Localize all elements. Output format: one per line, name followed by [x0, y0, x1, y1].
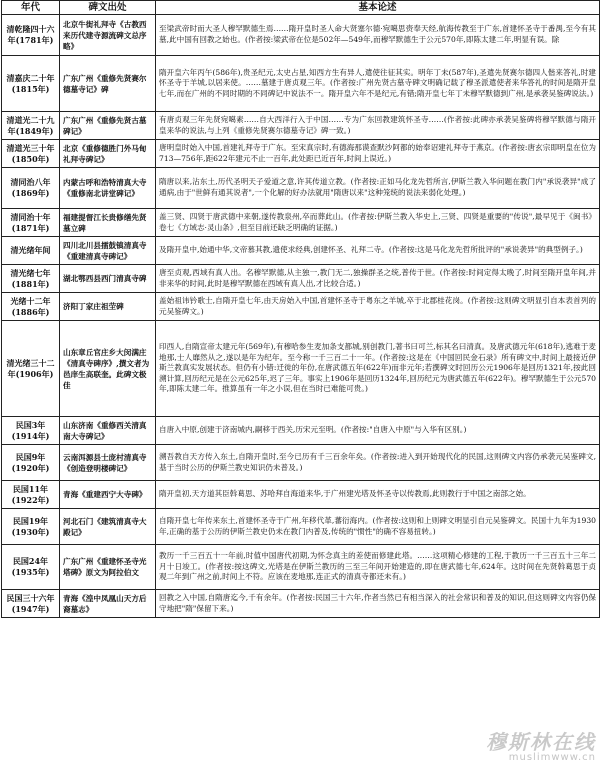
row-year: 清同治八年(1869年) — [2, 168, 60, 209]
row-source: 北京《重修德胜门外马甸礼拜寺碑记》 — [60, 140, 156, 168]
row-content: 盖三贤、四贤于唐武德中来朝,遂传教泉州,卒而葬此山。(作者按:伊斯兰教入华史上,三贤、四贤是重要的"传说",最早见于《闽书》卷七《方域志·灵山条》,但至目前还缺乏明确的证据。) — [156, 209, 600, 237]
row-source: 青海《湟中凤凰山天方后裔墓志》 — [60, 590, 156, 618]
table-row — [2, 237, 600, 265]
table-row — [2, 481, 600, 509]
row-year: 清道光二十九年(1849年) — [2, 112, 60, 140]
watermark-url: muslimwww.cn — [508, 752, 596, 763]
row-content: 自隋开皇七年传来东土,首建怀圣寺于广州,年移代革,蕃衍海内。(作者按:这则和上则碑文明显引自元吴鉴碑文。民国十九年为1930年,正确的基于公历的伊斯兰教史仍未在教门内普及,传统的"惯性"的确不容易扭转。) — [156, 509, 600, 545]
row-source: 内蒙古呼和浩特清真大寺《重修南北讲堂碑记》 — [60, 168, 156, 209]
table-row — [2, 112, 600, 140]
row-source: 广东广州《重修先贤古墓碑记》 — [60, 112, 156, 140]
row-year: 清光绪三十二年(1906年) — [2, 321, 60, 417]
row-year: 民国3年(1914年) — [2, 417, 60, 445]
row-content: 印西人,自隋宣帝太建元年(569年),有穆哈参生麦加条支都城,别创教门,著书曰可兰,标其名曰清真。及唐武德元年(618年),逃难于麦地那,士人靡然从之,遂以是年为纪年。至今称一千三百二十一年。(作者按:这是在《中国回民金石录》所有碑文中,时间上最接近伊斯兰教真实发展状态。但仍有小错:迁徙的年份,在唐武德五年(622年)而非元年;若撰碑文时回历公元1906年是回历1321年,按此回溯计算,回历纪元是在公元625年,迟了三年。事实上1906年是回历1324年,回历纪元为唐武德五年(622年)。穆罕默德生于公元570年,即陈太建二年。推算虽有一年之小误,但在当时已难能可贵。) — [156, 321, 600, 417]
row-year: 光绪十二年(1886年) — [2, 293, 60, 321]
row-source: 广东广州《重修先贤赛尔德墓寺记》碑 — [60, 56, 156, 112]
table-row — [2, 509, 600, 545]
table-row — [2, 56, 600, 112]
row-year: 民国三十六年(1947年) — [2, 590, 60, 618]
table-row — [2, 445, 600, 481]
table-header-row — [2, 1, 600, 15]
table-row — [2, 590, 600, 618]
row-source: 湖北鄂西县西门清真寺碑 — [60, 265, 156, 293]
row-year: 民国11年(1922年) — [2, 481, 60, 509]
table-row — [2, 15, 600, 56]
row-year: 清嘉庆二十年(1815年) — [2, 56, 60, 112]
row-content: 自唐入中原,创建于济南城内,嗣移于西关,历宋元至明。(作者按:"自唐入中原"与入华有区别。) — [156, 417, 600, 445]
row-content: 唐至贞观,西域有真人出。名穆罕默德,从主独一,教门无二,独操群圣之统,普传于世。(作者按:时间定得太晚了,时间至隋开皇年间,并非来华的时间,此时是穆罕默德在西域有真人出,才比较合适。) — [156, 265, 600, 293]
row-content: 回教之入中国,自隋唐迄今,千有余年。(作者按:民国三十六年,作者当然已有相当深入的社会常识和普及的知识,但这则碑文内容仍保守地把"隋"保留下来。) — [156, 590, 600, 618]
watermark-title: 穆斯林在线 — [486, 730, 596, 754]
table-row — [2, 209, 600, 237]
row-year: 清光绪七年(1881年) — [2, 265, 60, 293]
row-content: 隋唐以来,沾东土,历代圣明天子爱道之意,许其传道立教。(作者按:正如马化龙先哲所言,伊斯兰教入华问题在教门内"承说袭异"成了通病,由于"世鲜有通其说者",一个化解的好办法就用"隋唐以来"这种笼统的说法来弱化处理。) — [156, 168, 600, 209]
table-row — [2, 265, 600, 293]
row-year: 清乾隆四十六年(1781年) — [2, 15, 60, 56]
column-header-year: 年代 — [2, 1, 60, 15]
row-year: 民国19年(1930年) — [2, 509, 60, 545]
watermark — [486, 732, 596, 763]
row-content: 教历一千三百五十一年前,时值中国唐代初期,为怀念真主的差使而修建此塔。……这项精心修建的工程,于教历一千三百五十三年二月十日竣工。(作者按:按这碑文,光塔是在伊斯兰教历的三至三年间开始建造的,即在唐武德七年,624年。这时间在先贤斡葛思于贞观二年到广州之前,时间上不符。应该在麦地那,连正式的清真寺都还未有。) — [156, 545, 600, 590]
row-year: 清光绪年间 — [2, 237, 60, 265]
inscription-table — [1, 0, 600, 618]
row-content: 及隋开皇中,始通中华,文帝慕其教,遗使求经典,创建怀圣、礼拜二寺。(作者按:这是马化龙先哲所批评的"承说袭异"的典型例子。) — [156, 237, 600, 265]
row-content: 盖始祖讳钤歌士,自隋开皇七年,由天房始入中国,首建怀圣寺于粤东之羊城,卒于北郡桂花岗。(作者按:这则碑文明显引自本表首列的元吴鉴碑文。) — [156, 293, 600, 321]
row-content: 溯吾教自天方传入东土,自隋开皇时,至今已历有千三百余年矣。(作者按:进入到开始现代化的民国,这则碑文内容仍承袭元吴鉴碑文,基于当时公历的伊斯兰教史知识仍未普及。) — [156, 445, 600, 481]
row-source: 北京牛街礼拜寺《古教西来历代建寺源流碑文总序略》 — [60, 15, 156, 56]
row-source: 山东章丘官庄乡大闵满庄《清真寺碑序》,撰文者为邑庠生高联奎。此碑文极佳 — [60, 321, 156, 417]
row-content: 唐明皇时始入中国,首建礼拜寺于广东。至宋真宗时,有德海那谟查默沙阿都的始奉诏建礼拜寺于燕京。(作者按:唐玄宗即明皇在位为713—756年,距622年建元不止一百年,此处距已近百年,时间上误近。) — [156, 140, 600, 168]
row-source: 青海《重建西宁大寺碑》 — [60, 481, 156, 509]
row-content: 至梁武帝时而大圣人穆罕默德生焉……隋开皇时圣人命大贤塞尔德·宛噶思赍奉天经,航海传教至于广东,首建怀圣寺于番禺,至今有其墓,此中国有回教之始也。(作者按:梁武帝在位是502年—549年,而穆罕默德生于公元570年,即陈太建二年,明显有误。除 — [156, 15, 600, 56]
table-row — [2, 293, 600, 321]
row-year: 清道光三十年(1850年) — [2, 140, 60, 168]
row-source: 福建提督江长贵修缮先贤墓立碑 — [60, 209, 156, 237]
row-content: 隋开皇六年丙午(586年),贵圣纪元,太史占星,知西方生有异人,遣使往征其实。明年丁未(587年),圣遣先贤赛尔德四人偕来答礼,时建怀圣寺于羊城,以居来使。……墓建于唐贞观三年。(作者按:广州先贤古墓寺碑文明确记载了穆圣派遣使者来华答礼的时间是隋开皇七年,而在广州的不同时期的不同碑记中说法不一。隋开皇六年不是纪元,有错;隋开皇七年丁未穆罕默德到广州,是承袭吴鉴碑说法。) — [156, 56, 600, 112]
row-content: 有唐贞观三年先贤宛噶素……自大西洋行入于中国……专为广东回教建筑怀圣寺……(作者按:此碑亦承袭吴鉴碑将穆罕默德与隋开皇来华的说法,与上列《重修先贤赛尔德墓寺记》碑一致。) — [156, 112, 600, 140]
row-source: 四川北川县擂鼓镇清真寺《重建清真寺碑记》 — [60, 237, 156, 265]
row-year: 民国24年(1935年) — [2, 545, 60, 590]
row-source: 济阳丁家庄祖茔碑 — [60, 293, 156, 321]
table-row — [2, 168, 600, 209]
row-year: 清同治十年(1871年) — [2, 209, 60, 237]
column-header-source: 碑文出处 — [60, 1, 156, 15]
row-source: 山东济南《重修西关清真南大寺碑记》 — [60, 417, 156, 445]
table-row — [2, 321, 600, 417]
row-content: 隋开皇初,天方道其臣斡葛思、苏哈拜自海道来华,于广州建光塔及怀圣寺以传教焉,此则教行于中国之南部之始。 — [156, 481, 600, 509]
row-source: 云南洱源县士庞村清真寺《创造登明楼碑记》 — [60, 445, 156, 481]
table-row — [2, 417, 600, 445]
column-header-content: 基本论述 — [156, 1, 600, 15]
row-source: 河北石门《建筑清真寺大殿记》 — [60, 509, 156, 545]
row-source: 广东广州《重建怀圣寺光塔碑》原文为阿拉伯文 — [60, 545, 156, 590]
table-row — [2, 140, 600, 168]
row-year: 民国9年(1920年) — [2, 445, 60, 481]
table-row — [2, 545, 600, 590]
